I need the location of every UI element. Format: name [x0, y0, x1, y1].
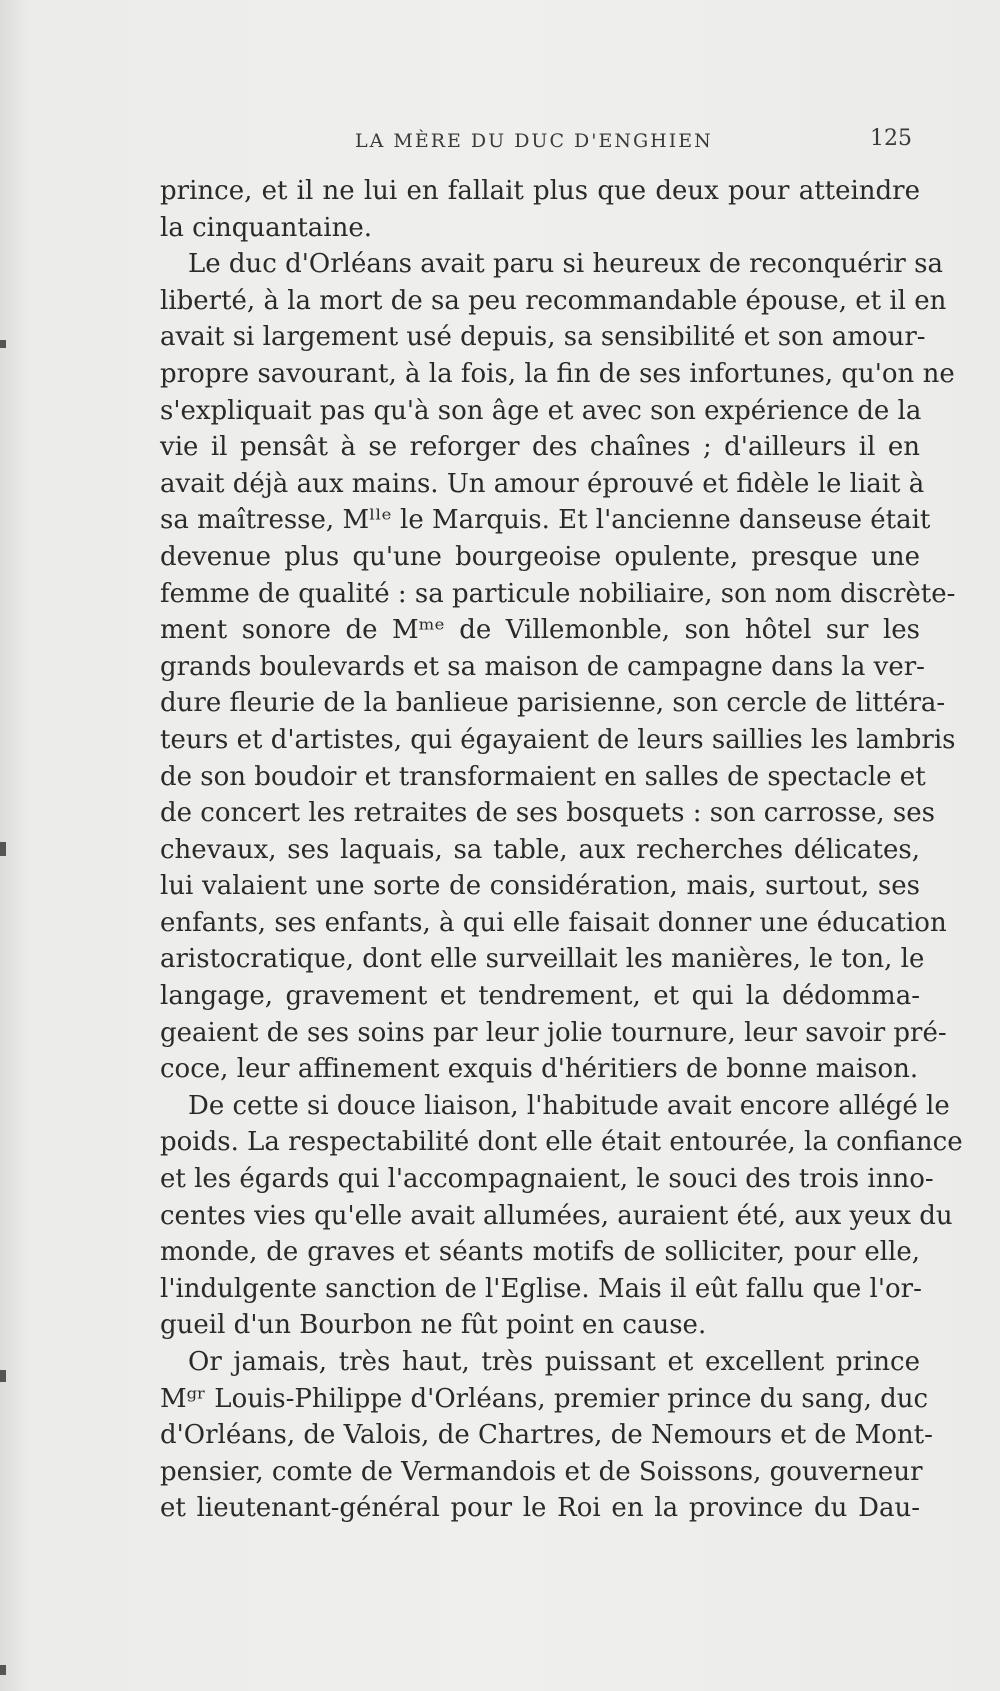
page-number: 125 — [870, 126, 912, 151]
text-line: et les égards qui l'accompagnaient, le souci des trois inno- — [160, 1164, 934, 1195]
text-line: enfants, ses enfants, à qui elle faisait donner une éducation — [160, 907, 947, 938]
text-line: pensier, comte de Vermandois et de Soissons, gouverneur — [160, 1456, 923, 1487]
text-line: lui valaient une sorte de considération, mais, surtout, ses — [160, 871, 920, 902]
text-line: geaient de ses soins par leur jolie tournure, leur savoir pré- — [160, 1017, 947, 1048]
text-line: et lieutenant-général pour le Roi en la province du Dau- — [160, 1493, 920, 1524]
text-line: la cinquantaine. — [160, 212, 372, 243]
text-line: s'expliquait pas qu'à son âge et avec son expérience de la — [160, 395, 922, 426]
text-line: poids. La respectabilité dont elle était entourée, la confiance — [160, 1127, 963, 1158]
text-line: sa maîtresse, Mˡˡᵉ le Marquis. Et l'ancienne danseuse était — [160, 505, 931, 536]
text-line: dure fleurie de la banlieue parisienne, son cercle de littéra- — [160, 688, 946, 719]
text-line: prince, et il ne lui en fallait plus que deux pour atteindre — [160, 176, 920, 206]
text-line: ment sonore de Mᵐᵉ de Villemonble, son hôtel sur les — [160, 615, 920, 646]
text-line: de concert les retraites de ses bosquets : son carrosse, ses — [160, 798, 935, 829]
margin-mark — [0, 1665, 6, 1675]
running-title: LA MÈRE DU DUC D'ENGHIEN — [355, 130, 713, 152]
text-line: chevaux, ses laquais, sa table, aux recherches délicates, — [160, 834, 920, 865]
text-line: devenue plus qu'une bourgeoise opulente, presque une — [160, 541, 920, 572]
text-line: avait déjà aux mains. Un amour éprouvé et fidèle le liait à — [160, 468, 925, 499]
text-line: vie il pensât à se reforger des chaînes ; d'ailleurs il en — [160, 432, 920, 463]
text-line: teurs et d'artistes, qui égayaient de leurs saillies les lambris — [160, 724, 956, 755]
text-line: coce, leur affinement exquis d'héritiers de bonne maison. — [160, 1054, 919, 1085]
text-line: aristocratique, dont elle surveillait les manières, le ton, le — [160, 944, 925, 975]
text-line: centes vies qu'elle avait allumées, auraient été, aux yeux du — [160, 1200, 953, 1231]
text-line: Le duc d'Orléans avait paru si heureux de reconquérir sa — [188, 249, 943, 280]
text-line: liberté, à la mort de sa peu recommandable épouse, et il en — [160, 285, 947, 316]
text-line: De cette si douce liaison, l'habitude avait encore allégé le — [188, 1090, 950, 1121]
text-line: Or jamais, très haut, très puissant et excellent prince — [188, 1347, 920, 1377]
text-line: de son boudoir et transformaient en salles de spectacle et — [160, 761, 926, 792]
text-line: gueil d'un Bourbon ne fût point en cause. — [160, 1310, 707, 1341]
text-line: d'Orléans, de Valois, de Chartres, de Nemours et de Mont- — [160, 1420, 933, 1451]
text-line: grands boulevards et sa maison de campagne dans la ver- — [160, 651, 925, 682]
margin-mark — [0, 842, 6, 856]
text-line: l'indulgente sanction de l'Eglise. Mais il eût fallu que l'or- — [160, 1273, 922, 1304]
text-line: monde, de graves et séants motifs de solliciter, pour elle, — [160, 1237, 920, 1268]
text-line: avait si largement usé depuis, sa sensibilité et son amour- — [160, 322, 926, 353]
running-head — [160, 126, 912, 156]
margin-mark — [0, 1370, 6, 1382]
text-line: langage, gravement et tendrement, et qui la dédomma- — [160, 981, 920, 1012]
body-text — [160, 173, 963, 1527]
text-line: propre savourant, à la fois, la fin de ses infortunes, qu'on ne — [160, 358, 955, 389]
text-line: Mᵍʳ Louis-Philippe d'Orléans, premier prince du sang, duc — [160, 1383, 929, 1414]
text-line: femme de qualité : sa particule nobiliaire, son nom discrète- — [160, 578, 956, 609]
margin-mark — [0, 340, 6, 348]
